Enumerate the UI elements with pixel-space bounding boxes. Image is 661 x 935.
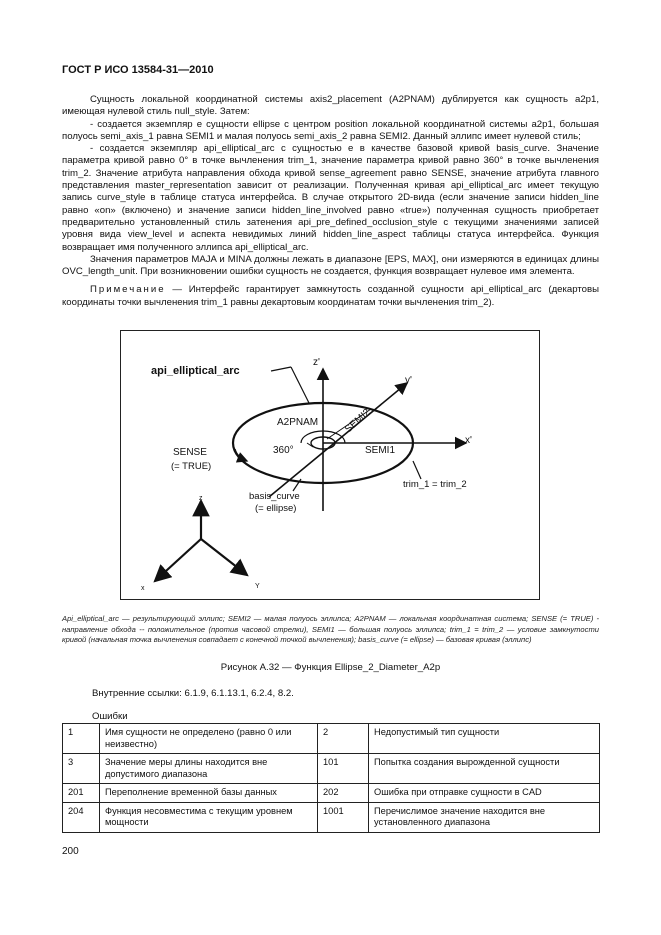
error-text: Недопустимый тип сущности (369, 724, 600, 754)
error-text: Попытка создания вырожденной сущности (369, 754, 600, 784)
error-code: 101 (318, 754, 369, 784)
semi1-label: SEMI1 (365, 445, 396, 456)
angle-label: 360° (273, 445, 294, 456)
error-code: 1001 (318, 802, 369, 832)
page-number: 200 (62, 846, 79, 857)
global-x-label: x (141, 585, 145, 592)
global-z-label: z (199, 495, 203, 502)
error-text: Переполнение временной базы данных (100, 784, 318, 803)
error-code: 201 (63, 784, 100, 803)
paragraph: Сущность локальной координатной системы axis2_placement (A2PNAM) дублируется как сущность a2p1, имеющая нулевой стиль null_style. Затем: (62, 94, 599, 118)
error-code: 1 (63, 724, 100, 754)
a2pnam-label: A2PNAM (277, 417, 319, 428)
basis-label: basis_curve (249, 491, 300, 502)
table-row (63, 802, 600, 832)
basis-value: (= ellipse) (255, 503, 297, 514)
sense-label: SENSE (173, 447, 207, 458)
x-prime-label: x' (465, 435, 472, 446)
error-code: 3 (63, 754, 100, 784)
sense-value: (= TRUE) (171, 461, 212, 472)
error-code: 204 (63, 802, 100, 832)
errors-table (62, 723, 600, 833)
paragraph: - создается экземпляр e сущности ellipse с центром position локальной координатной системы a2p1, большая полуось semi_axis_1 равна SEMI1 и малая полуось semi_axis_2 равна SEMI2. Данный эллипс имеет нулевой стиль; (62, 118, 599, 142)
arc-leader (271, 367, 291, 371)
global-x-axis (155, 539, 201, 581)
figure-ellipse (120, 330, 540, 600)
paragraph: Значения параметров MAJA и MINA должны лежать в диапазоне [EPS, MAX], они измеряются в единицах длины OVC_length_unit. При возникновении ошибки сущность не создается, функция возвращает нулевое имя элемента. (62, 253, 599, 278)
error-text: Функция несовместима с текущим уровнем мощности (100, 802, 318, 832)
error-text: Значение меры длины находится вне допустимого диапазона (100, 754, 318, 784)
note-text: — Интерфейс гарантирует замкнутость созданной сущности api_elliptical_arc (декартовы координаты точки вычленения trim_1 равны декартовым координатам точки вычленения trim_2). (62, 284, 599, 308)
global-y-axis (201, 539, 247, 575)
paragraph: - создается экземпляр api_elliptical_arc с сущностью e в качестве базовой кривой basis_curve. Значение параметра кривой равно 0° в точке вычленения trim_1, значение параметра кривой равно 360° в точке вычленения trim_2. Значение атрибута направления обхода кривой sense_agreement равно SENSE, значение атрибута главного представления master_representation зависит от реализации. Полученная кривая api_elliptical_arc имеет текущую запись curve_style в таблице статуса интерфейса. В случае открытого 2D-вида (если значение записи hidden_line равно «on» (включено) и значение записи hidden_line_involved равно «true») полученная сущность приобретает предварительно установленный стиль затенения api_pre_defined_occlusion_style с текущими значениями записей уровня вида view_level и аспекта невидимых линий hidden_line_aspect таблицы статуса интерфейса. Функция возвращает имя полученного эллипса api_elliptical_arc. (62, 143, 599, 253)
document-header: ГОСТ Р ИСО 13584-31—2010 (62, 64, 214, 76)
error-text: Ошибка при отправке сущности в CAD (369, 784, 600, 803)
error-code: 202 (318, 784, 369, 803)
trim-label: trim_1 = trim_2 (403, 479, 467, 490)
errors-heading: Ошибки (92, 711, 128, 722)
figure-caption: Рисунок А.32 — Функция Ellipse_2_Diameter_A2p (220, 662, 441, 673)
semi2-label: SEMI2 (343, 406, 373, 436)
internal-references: Внутренние ссылки: 6.1.9, 6.1.13.1, 6.2.4, 8.2. (92, 688, 294, 699)
note (62, 284, 599, 309)
y-prime-label: y' (405, 375, 412, 386)
note-label: Примечание (90, 284, 166, 296)
arc-leader (291, 367, 309, 403)
z-prime-label: z' (313, 357, 320, 368)
trim-leader (413, 461, 421, 479)
global-y-label: Y (255, 583, 260, 590)
figure-legend: Api_elliptical_arc — результирующий эллипс; SEMI2 — малая полуось эллипса; A2PNAM — локальная координатная система; SENSE (= TRUE) - направление обхода -- положительное (против часовой стрелки), SEMI1 — большая полуось эллипса; trim_1 = trim_2 — условие замкнутости кривой (начальная точка вычленения совпадает с конечной точкой вычленения); basis_curve (= ellipse) — базовая кривая (эллипс) (62, 614, 599, 644)
body-text (62, 94, 599, 309)
arc-label: api_elliptical_arc (151, 365, 240, 377)
error-text: Перечислимое значение находится вне установленного диапазона (369, 802, 600, 832)
table-row (63, 754, 600, 784)
error-text: Имя сущности не определено (равно 0 или неизвестно) (100, 724, 318, 754)
error-code: 2 (318, 724, 369, 754)
table-row (63, 724, 600, 754)
table-row (63, 784, 600, 803)
